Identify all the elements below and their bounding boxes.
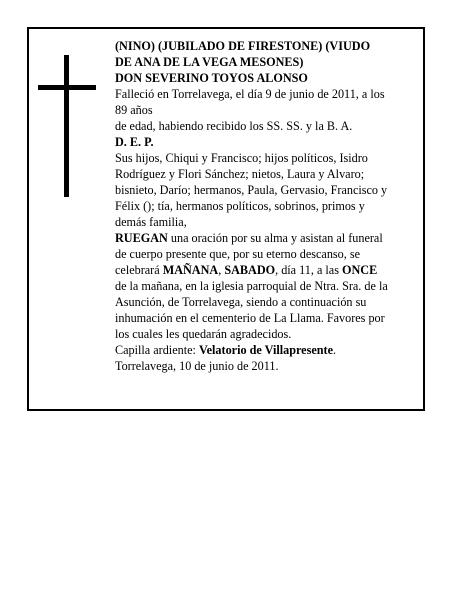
cross-icon	[38, 55, 96, 197]
request-line-1	[115, 230, 421, 246]
family-line-2: Rodríguez y Flori Sánchez; nietos, Laura y Alvaro;	[115, 167, 365, 181]
manana-word: MAÑANA	[162, 263, 219, 277]
cross-vertical-bar	[64, 55, 69, 197]
request-line-7: los cuales les quedarán agradecidos.	[115, 327, 292, 341]
chapel-line	[115, 342, 421, 358]
request-line-3-a: celebrará	[115, 263, 163, 277]
deceased-name: DON SEVERINO TOYOS ALONSO	[115, 71, 308, 85]
request-line-6: inhumación en el cementerio de La Llama. Favores por	[115, 311, 385, 325]
dep-line: D. E. P.	[115, 135, 154, 149]
death-line-3: de edad, habiendo recibido los SS. SS. y la B. A.	[115, 119, 353, 133]
death-line-1: Falleció en Torrelavega, el día 9 de junio de 2011, a los	[115, 87, 385, 101]
request-line-4: de la mañana, en la iglesia parroquial de Ntra. Sra. de la	[115, 279, 388, 293]
header-line-2: DE ANA DE LA VEGA MESONES)	[115, 55, 304, 69]
family-line-3: bisnieto, Darío; hermanos, Paula, Gervasio, Francisco y	[115, 183, 388, 197]
header-line-1: (NINO) (JUBILADO DE FIRESTONE) (VIUDO	[115, 39, 371, 53]
request-comma: ,	[218, 263, 225, 277]
chapel-place: Velatorio de Villapresente	[198, 343, 333, 357]
family-line-1: Sus hijos, Chiqui y Francisco; hijos políticos, Isidro	[115, 151, 368, 165]
request-line-2: de cuerpo presente que, por su eterno descanso, se	[115, 247, 361, 261]
ruegan-word: RUEGAN	[115, 231, 168, 245]
chapel-label: Capilla ardiente:	[115, 343, 199, 357]
request-line-3-b: , día 11, a las	[275, 263, 343, 277]
request-line-1-rest: una oración por su alma y asistan al funeral	[167, 231, 383, 245]
chapel-period: .	[333, 343, 337, 357]
request-line-5: Asunción, de Torrelavega, siendo a continuación su	[115, 295, 367, 309]
death-line-2: 89 años	[115, 103, 153, 117]
cross-horizontal-bar	[38, 85, 96, 90]
place-date: Torrelavega, 10 de junio de 2011.	[115, 359, 279, 373]
family-line-5: demás familia,	[115, 215, 187, 229]
once-word: ONCE	[342, 263, 378, 277]
sabado-word: SABADO	[224, 263, 276, 277]
family-line-4: Félix (); tía, hermanos políticos, sobrinos, primos y	[115, 199, 365, 213]
obituary-text	[115, 38, 421, 374]
request-line-3	[115, 262, 421, 278]
